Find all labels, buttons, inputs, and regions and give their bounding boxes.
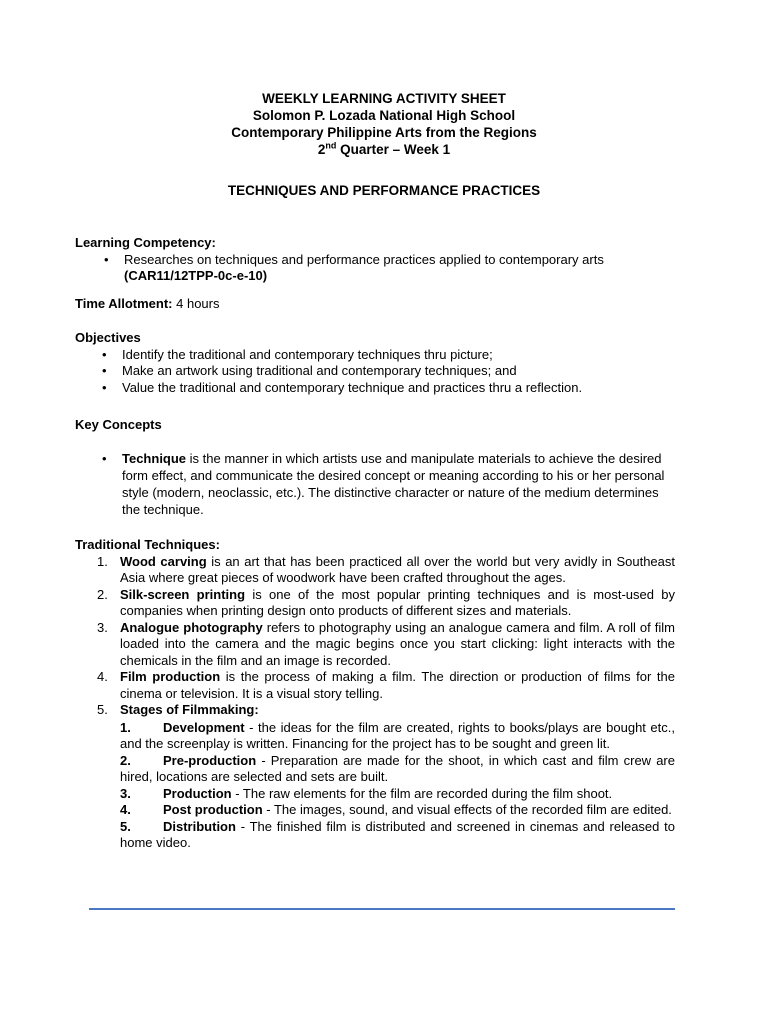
footer-divider	[89, 908, 675, 910]
technique-item: 5. Stages of Filmmaking: 1. Development - the ideas for the film are created, rights to books/plays are bought etc., and the screenplay is written. Financing for the project has to be sought and green lit. 2. Pre-production - Preparation are made for the shoot, in which cast and film crew are hired, locations are selected and sets are built. 3. Production - The raw elements for the film are recorded during the film shoot. 4. Post production - The images, sound, and visual effects of the recorded film are edited. 5. Distribution - The finished film is distributed and screened in cinemas and released to home video.	[97, 702, 675, 850]
technique-definition: • Technique is the manner in which artists use and manipulate materials to achieve the desired form effect, and communicate the desired concept or meaning according to his or her personal style (modern, neoclassic, etc.). The distinctive character or nature of the medium determines the technique.	[75, 450, 666, 518]
competency-code: (CAR11/12TPP-0c-e-10)	[124, 268, 268, 283]
stage-item: 4. Post production - The images, sound, and visual effects of the recorded film are edited.	[120, 802, 672, 817]
sheet-title: WEEKLY LEARNING ACTIVITY SHEET	[262, 91, 506, 106]
stage-item: 3. Production - The raw elements for the film are recorded during the film shoot.	[120, 785, 613, 801]
time-allotment	[75, 296, 675, 313]
lesson-title: TECHNIQUES AND PERFORMANCE PRACTICES	[227, 183, 541, 198]
traditional-techniques	[75, 537, 675, 852]
key-concepts-label: Key Concepts	[75, 417, 162, 432]
document-header	[0, 90, 768, 158]
objectives-section	[75, 330, 675, 396]
learning-competency	[75, 235, 675, 285]
objective-item: • Identify the traditional and contemporary techniques thru picture;	[75, 347, 675, 364]
competency-item: • Researches on techniques and performance practices applied to contemporary arts (CAR11/12TPP-0c-e-10)	[75, 252, 675, 285]
stage-item: 1. Development - the ideas for the film are created, rights to books/plays are bought etc., and the screenplay is written. Financing for the project has to be sought and green lit.	[120, 719, 675, 751]
competency-label: Learning Competency:	[75, 235, 216, 250]
objective-item: • Value the traditional and contemporary technique and practices thru a reflection.	[75, 380, 675, 397]
objective-item: • Make an artwork using traditional and contemporary techniques; and	[75, 363, 675, 380]
subject-name: Contemporary Philippine Arts from the Regions	[231, 125, 537, 140]
objectives-label: Objectives	[75, 330, 141, 345]
stage-item: 5. Distribution - The finished film is distributed and screened in cinemas and released to home video.	[120, 818, 675, 850]
filmmaking-stages	[120, 719, 675, 852]
technique-item: 3. Analogue photography refers to photography using an analogue camera and film. A roll of film loaded into the camera and the magic begins once you start clicking: light interacts with the chemicals in the film and an image is recorded.	[97, 619, 675, 668]
key-concepts-section	[75, 450, 666, 518]
technique-item: 2. Silk-screen printing is one of the most popular printing techniques and is most-used by companies when printing design onto products of different sizes and materials.	[97, 586, 675, 618]
time-value: 4 hours	[172, 296, 220, 311]
time-label: Time Allotment:	[75, 296, 173, 311]
quarter-week: 2nd Quarter – Week 1	[317, 140, 451, 157]
school-name: Solomon P. Lozada National High School	[252, 108, 516, 123]
technique-item: 1. Wood carving is an art that has been practiced all over the world but very avidly in Southeast Asia where great pieces of woodwork have been crafted throughout the ages.	[97, 553, 675, 585]
traditional-label: Traditional Techniques:	[75, 537, 220, 552]
technique-item: 4. Film production is the process of making a film. The direction or production of films for the cinema or television. It is a visual story telling.	[97, 669, 675, 701]
stage-item: 2. Pre-production - Preparation are made for the shoot, in which cast and film crew are hired, locations are selected and sets are built.	[120, 752, 675, 784]
